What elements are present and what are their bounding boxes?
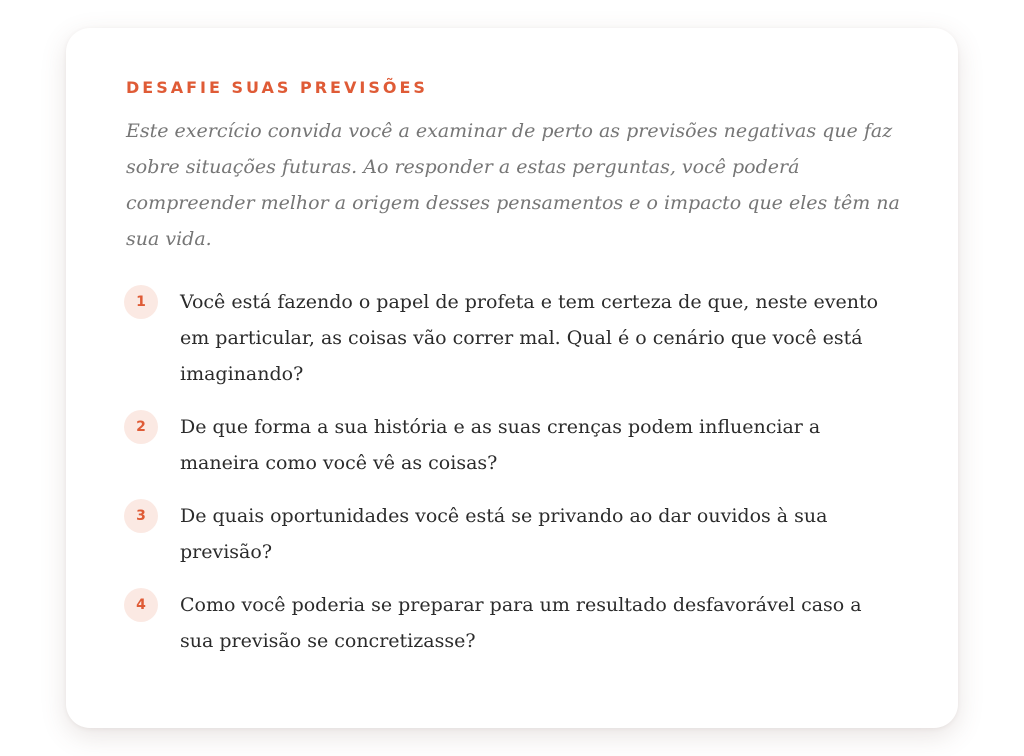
question-number-badge: 4: [124, 588, 158, 622]
question-text: De quais oportunidades você está se privando ao dar ouvidos à sua previsão?: [180, 505, 828, 563]
question-number-badge: 3: [124, 499, 158, 533]
question-number-badge: 1: [124, 285, 158, 319]
question-list: [126, 285, 898, 659]
question-text: Você está fazendo o papel de profeta e tem certeza de que, neste evento em particular, as coisas vão correr mal. Qual é o cenário que você está imaginando?: [180, 291, 879, 385]
question-text: De que forma a sua história e as suas crenças podem influenciar a maneira como você vê as coisas?: [180, 416, 821, 474]
question-item: [126, 410, 898, 481]
exercise-card: [66, 28, 958, 728]
exercise-title: DESAFIE SUAS PREVISÕES: [126, 78, 428, 97]
question-text: Como você poderia se preparar para um resultado desfavorável caso a sua previsão se concretizasse?: [180, 594, 862, 652]
question-number-badge: 2: [124, 410, 158, 444]
question-item: [126, 499, 898, 570]
exercise-intro: Este exercício convida você a examinar de perto as previsões negativas que faz sobre situações futuras. Ao responder a estas perguntas, você poderá compreender melhor a origem desses pensamentos e o impacto que eles têm na sua vida.: [126, 120, 900, 250]
question-item: [126, 285, 898, 392]
question-item: [126, 588, 898, 659]
